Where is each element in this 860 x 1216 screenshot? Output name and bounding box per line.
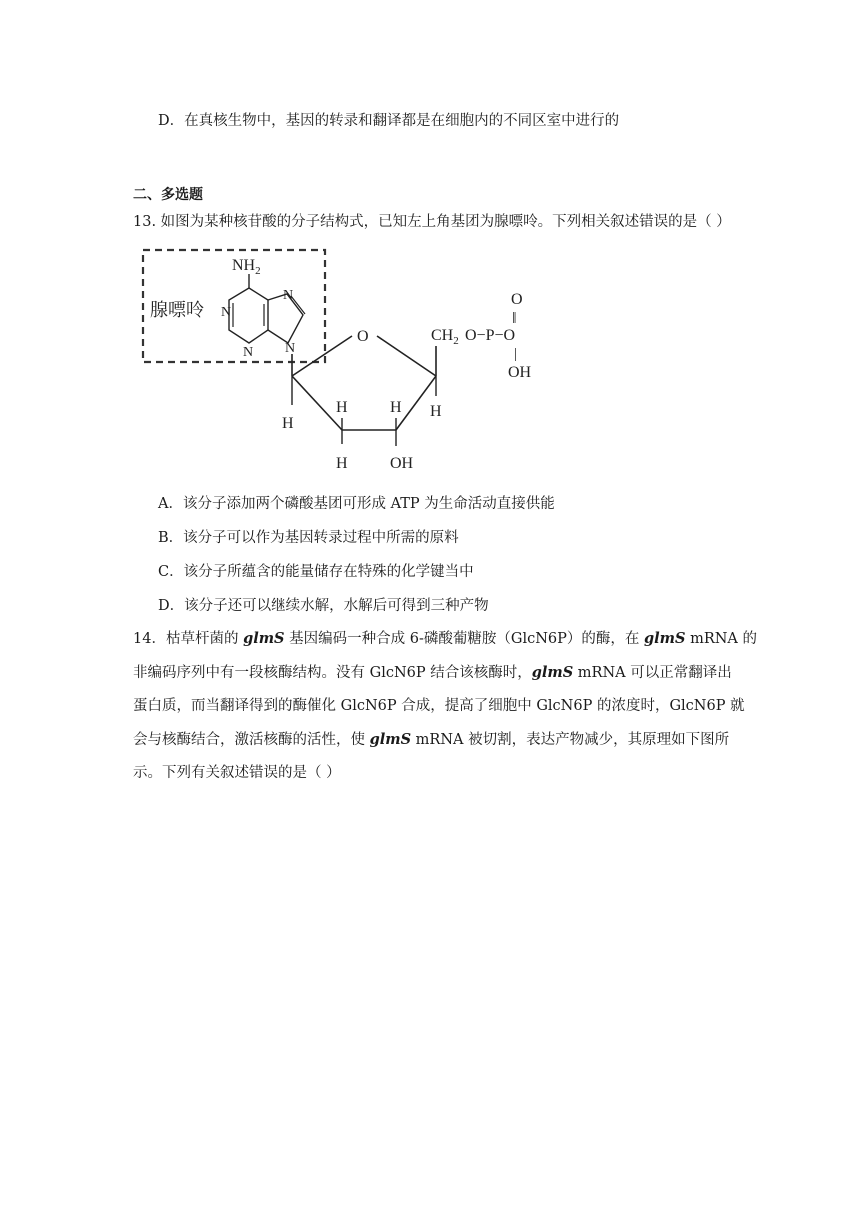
c3-hydroxyl: OH [390,455,414,472]
q13-option-b: B．该分子可以作为基因转录过程中所需的原料 [158,530,459,546]
n3-atom: N [243,345,254,360]
phosphate-chain: O−P−O [465,327,516,344]
adenine-label: 腺嘌呤 [150,300,204,321]
question-13-stem: 13. 如图为某种核苷酸的分子结构式，已知左上角基团为腺嘌呤。下列相关叙述错误的是（ ） [133,214,731,230]
q14-line-1: 14．枯草杆菌的 glmS 基因编码一种合成 6-磷酸葡糖胺（GlcN6P）的酶，在 glmS mRNA 的 [133,630,758,647]
c2-hydrogen-bottom: H [336,455,348,472]
ring-oxygen: O [357,328,369,345]
n7-atom: N [283,288,294,303]
c1-hydrogen: H [282,415,294,432]
c3-hydrogen: H [390,399,402,416]
n1-atom: N [221,305,232,320]
phosphate-double-bond: ‖ [512,310,517,327]
c2-hydrogen-top: H [336,399,348,416]
phosphate-hydroxyl: OH [508,364,532,381]
q14-line-2: 非编码序列中有一段核酶结构。没有 GlcN6P 结合该核酶时，glmS mRNA 可以正常翻译出 [133,663,732,681]
q13-option-d: D．该分子还可以继续水解，水解后可得到三种产物 [158,598,489,614]
q13-option-a: A．该分子添加两个磷酸基团可形成 ATP 为生命活动直接供能 [158,496,555,512]
ch2-group: $CH_2$ [431,327,459,347]
question-14 [133,629,758,797]
q14-line-3: 蛋白质，而当翻译得到的酶催化 GlcN6P 合成，提高了细胞中 GlcN6P 的浓度时，GlcN6P 就 [133,698,745,714]
phosphate-top-oxygen: O [511,291,523,308]
q14-line-4: 会与核酶结合，激活核酶的活性，使 glmS mRNA 被切割，表达产物减少，其原理如下图所 [133,730,730,748]
gene-glms: glmS [369,730,412,748]
n9-atom: N [285,341,296,356]
gene-glms: glmS [243,630,285,647]
q13-option-c: C．该分子所蕴含的能量储存在特殊的化学键当中 [158,564,474,580]
option-d-previous: D．在真核生物中，基因的转录和翻译都是在细胞内的不同区室中进行的 [158,113,620,129]
phosphate-single-bond: | [514,346,518,362]
c4-hydrogen: H [430,403,442,420]
gene-glms: glmS [644,630,686,647]
nh2-group: $NH_2$ [232,257,261,277]
q14-line-5: 示。下列有关叙述错误的是（ ） [133,765,341,781]
section-title: 二、多选题 [133,187,203,203]
gene-glms: glmS [531,663,574,681]
